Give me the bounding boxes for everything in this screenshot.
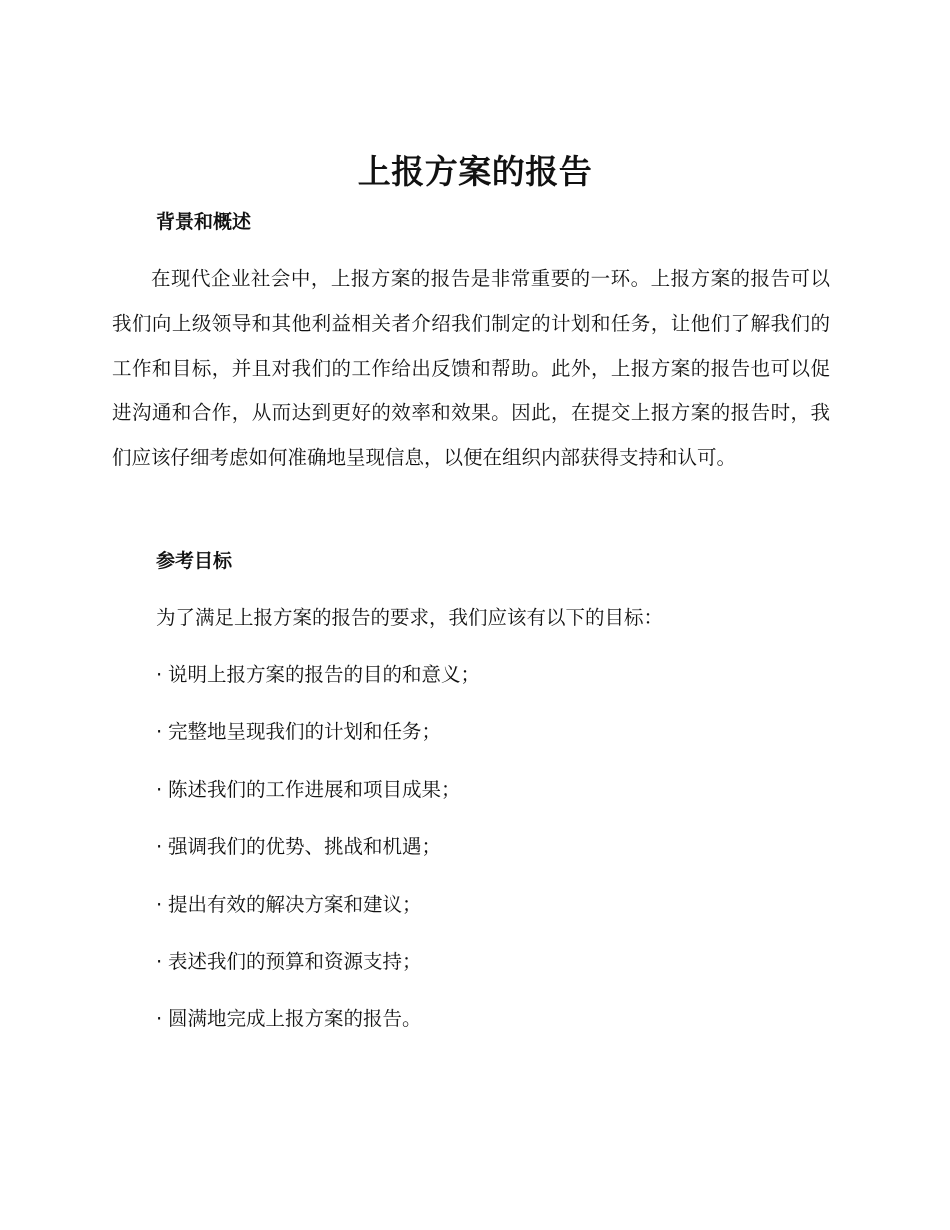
document-title: 上报方案的报告 <box>357 152 593 191</box>
bullet-icon: · <box>156 663 163 686</box>
bullet-icon: · <box>156 949 163 973</box>
bullet-icon: · <box>156 835 163 859</box>
section-heading-goals: 参考目标 <box>156 550 233 572</box>
list-item-text: 提出有效的解决方案和建议； <box>168 892 422 916</box>
background-paragraph: 在现代企业社会中，上报方案的报告是非常重要的一环。上报方案的报告可以我们向上级领导和其他利益相关者介绍我们制定的计划和任务，让他们了解我们的工作和目标，并且对我们的工作给出反馈和帮助。此外，上报方案的报告也可以促进沟通和合作，从而达到更好的效率和效果。因此，在提交上报方案的报告时，我们应该仔细考虑如何准确地呈现信息，以便在组织内部获得支持和认可。 <box>112 267 830 470</box>
bullet-icon: · <box>156 892 163 916</box>
list-item <box>156 949 480 1006</box>
list-item <box>156 777 480 834</box>
list-item-text: 表述我们的预算和资源支持； <box>168 949 422 973</box>
bullet-icon: · <box>156 1007 163 1031</box>
list-item-text: 圆满地完成上报方案的报告。 <box>168 1007 422 1031</box>
list-item <box>156 662 480 719</box>
bullet-icon: · <box>156 720 163 744</box>
bullet-icon: · <box>156 777 163 801</box>
list-item <box>156 834 480 891</box>
list-item <box>156 892 480 949</box>
section-heading-background: 背景和概述 <box>156 211 252 233</box>
goals-intro: 为了满足上报方案的报告的要求，我们应该有以下的目标： <box>156 606 664 629</box>
list-item-text: 说明上报方案的报告的目的和意义； <box>168 663 481 686</box>
list-item-text: 完整地呈现我们的计划和任务； <box>168 720 442 744</box>
goals-list <box>156 662 480 1064</box>
list-item-text: 强调我们的优势、挑战和机遇； <box>168 835 442 859</box>
list-item <box>156 1006 480 1063</box>
list-item <box>156 719 480 776</box>
list-item-text: 陈述我们的工作进展和项目成果； <box>168 777 461 801</box>
